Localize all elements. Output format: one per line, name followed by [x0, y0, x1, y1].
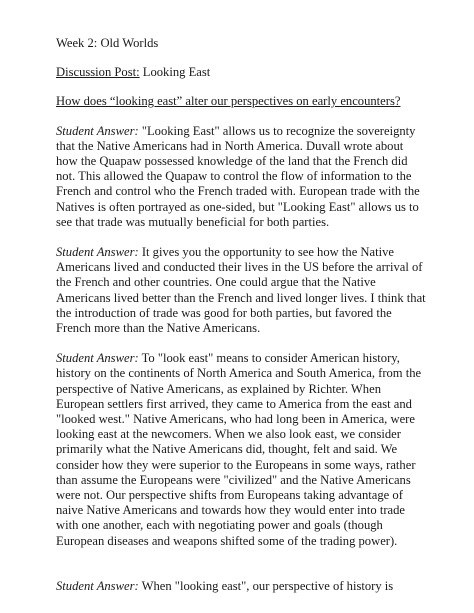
student-answer-4	[56, 579, 428, 594]
student-answer-3	[56, 351, 428, 549]
student-answer-text: To "look east" means to consider American history, history on the continents of North America and South America, from the perspective of Native Americans, as explained by Richter. When European settlers first arrived, they came to America from the east and "looked west." Native Americans, who had long been in America, were looking east at the newcomers. When we also look east, we consider primarily what the Native Americans did, thought, felt and said. We consider how they were superior to the Europeans in some ways, rather than assume the Europeans were "civilized" and the Native Americans were not. Our perspective shifts from Europeans taking advantage of naive Native Americans and towards how they would enter into trade with one another, each with negotiating power and goals (though European diseases and weapons shifted some of the trading power).	[56, 351, 422, 548]
week-heading: Week 2: Old Worlds	[56, 36, 159, 50]
discussion-post-heading	[56, 65, 428, 80]
student-answer-text: When "looking east", our perspective of history is	[138, 578, 394, 593]
student-answer-label: Student Answer:	[56, 245, 139, 260]
student-answer-1	[56, 124, 428, 230]
discussion-question: How does “looking east” alter our perspectives on early encounters?	[56, 94, 401, 109]
student-answer-label: Student Answer:	[56, 351, 139, 366]
discussion-post-title: Looking East	[139, 65, 211, 80]
student-answer-text: "Looking East" allows us to recognize the sovereignty that the Native Americans had in North America. Duvall wrote about how the Quapaw possessed knowledge of the land that the French did not. This allowed the Quapaw to control the flow of information to the French and control who the French traded with. European trade with the Natives is often portrayed as one-sided, but "Looking East" allows us to see that trade was mutually beneficial for both parties.	[56, 123, 420, 229]
student-answer-2	[56, 245, 428, 336]
student-answer-text: It gives you the opportunity to see how the Native Americans lived and conducted their lives in the US before the arrival of the French and other countries. One could argue that the Native Americans lived better than the French and lived longer lives. I think that the introduction of trade was good for both parties, but favored the French more than the Native Americans.	[56, 245, 426, 336]
discussion-post-label: Discussion Post:	[56, 65, 140, 80]
student-answer-label: Student Answer:	[56, 578, 139, 593]
student-answer-label: Student Answer:	[56, 123, 139, 138]
